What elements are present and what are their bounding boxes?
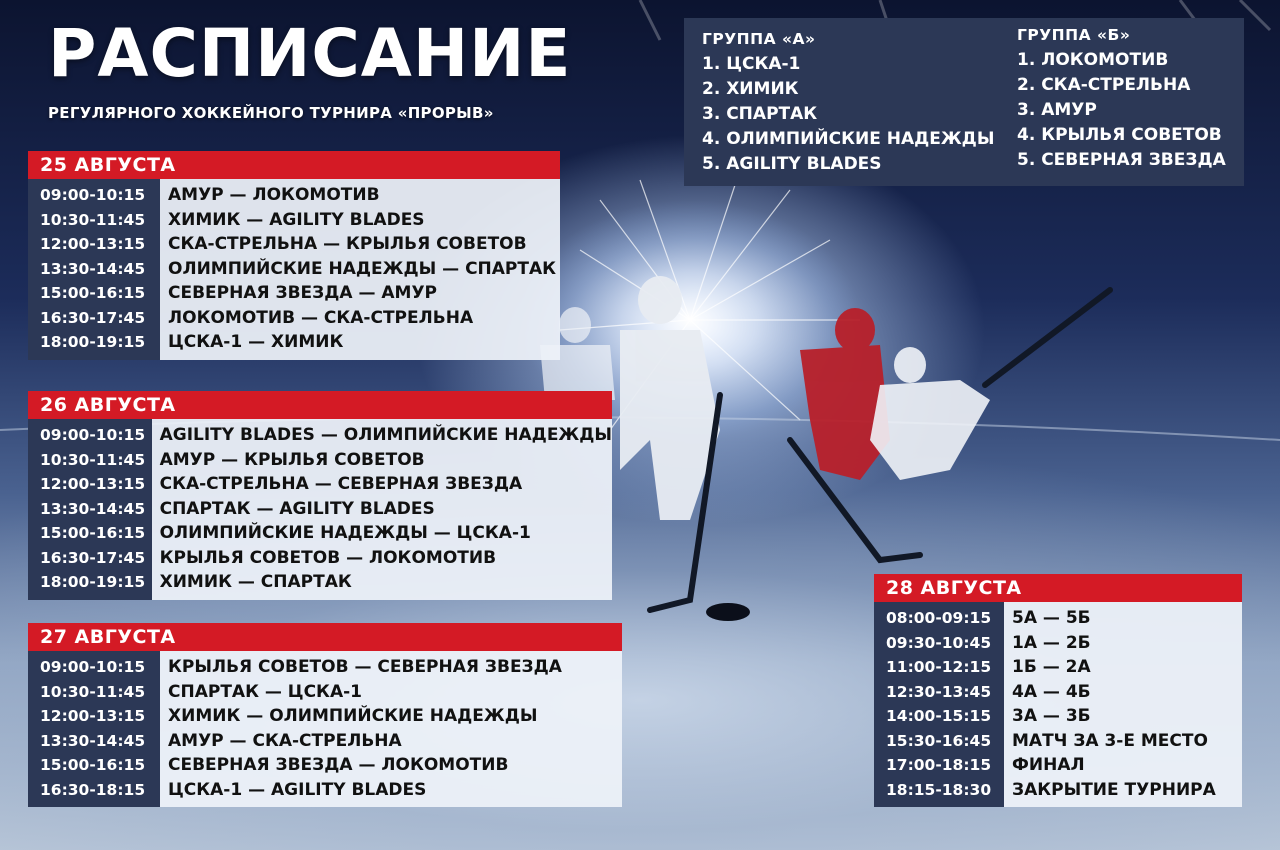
time-column: [874, 602, 1004, 807]
game-time: 11:00-12:15: [886, 658, 992, 676]
game-match: СПАРТАК — AGILITY BLADES: [159, 498, 435, 519]
group-b-team: 2. СКА-СТРЕЛЬНА: [1017, 75, 1191, 95]
match-column: [152, 419, 612, 600]
group-b-team: 4. КРЫЛЬЯ СОВЕТОВ: [1017, 125, 1222, 145]
game-match: АМУР — СКА-СТРЕЛЬНА: [168, 730, 402, 751]
game-match: АМУР — КРЫЛЬЯ СОВЕТОВ: [159, 449, 425, 470]
day-header: 25 АВГУСТА: [28, 151, 560, 179]
game-time: 16:30-17:45: [40, 308, 146, 327]
game-match: ОЛИМПИЙСКИЕ НАДЕЖДЫ — ЦСКА-1: [159, 523, 531, 543]
game-time: 08:00-09:15: [886, 609, 992, 627]
game-time: 16:30-17:45: [40, 548, 146, 567]
game-match: КРЫЛЬЯ СОВЕТОВ — СЕВЕРНАЯ ЗВЕЗДА: [168, 657, 562, 677]
day-schedule-aug-28: [874, 574, 1242, 807]
game-match: ЗАКРЫТИЕ ТУРНИРА: [1012, 779, 1216, 800]
group-a-team: 3. СПАРТАК: [702, 104, 818, 124]
group-a-team: 1. ЦСКА-1: [702, 54, 801, 74]
groups-panel: [684, 18, 1244, 186]
game-match: МАТЧ ЗА 3-Е МЕСТО: [1012, 730, 1208, 751]
game-time: 15:00-16:15: [40, 756, 146, 774]
game-time: 18:15-18:30: [886, 780, 992, 799]
group-a-team: 5. AGILITY BLADES: [702, 154, 882, 174]
game-time: 15:00-16:15: [40, 284, 146, 302]
game-time: 18:00-19:15: [40, 333, 146, 351]
game-match: ОЛИМПИЙСКИЕ НАДЕЖДЫ — СПАРТАК: [168, 258, 557, 279]
game-time: 10:30-11:45: [40, 210, 146, 229]
game-time: 15:00-16:15: [40, 524, 146, 542]
match-column: [160, 179, 560, 360]
day-schedule-aug-26: [28, 391, 612, 600]
game-time: 10:30-11:45: [40, 450, 146, 469]
game-match: АМУР — ЛОКОМОТИВ: [168, 185, 380, 205]
group-a-team: 2. ХИМИК: [702, 79, 799, 99]
game-time: 12:00-13:15: [40, 707, 146, 725]
game-match: ЛОКОМОТИВ — СКА-СТРЕЛЬНА: [168, 307, 474, 328]
game-time: 10:30-11:45: [40, 682, 146, 701]
group-b: [1017, 22, 1226, 173]
match-column: [1004, 602, 1242, 807]
day-header: 28 АВГУСТА: [874, 574, 1242, 602]
game-match: ХИМИК — СПАРТАК: [159, 572, 352, 592]
group-b-team: 1. ЛОКОМОТИВ: [1017, 50, 1169, 70]
game-time: 12:30-13:45: [886, 682, 992, 701]
game-match: 4А — 4Б: [1012, 681, 1091, 702]
time-column: [28, 651, 160, 807]
group-b-title: ГРУППА «Б»: [1017, 26, 1131, 44]
game-match: ЦСКА-1 — ХИМИК: [168, 332, 344, 352]
page-title: РАСПИСАНИЕ: [48, 15, 572, 92]
game-match: ФИНАЛ: [1012, 755, 1085, 775]
group-a: [702, 26, 994, 177]
game-match: СКА-СТРЕЛЬНА — КРЫЛЬЯ СОВЕТОВ: [168, 234, 527, 254]
group-b-team: 5. СЕВЕРНАЯ ЗВЕЗДА: [1017, 150, 1226, 170]
game-match: ХИМИК — ОЛИМПИЙСКИЕ НАДЕЖДЫ: [168, 706, 538, 726]
match-column: [160, 651, 622, 807]
game-time: 14:00-15:15: [886, 707, 992, 725]
game-match: СКА-СТРЕЛЬНА — СЕВЕРНАЯ ЗВЕЗДА: [159, 474, 523, 494]
game-match: AGILITY BLADES — ОЛИМПИЙСКИЕ НАДЕЖДЫ: [159, 425, 612, 445]
day-schedule-aug-25: [28, 151, 560, 360]
group-b-team: 3. АМУР: [1017, 100, 1097, 120]
game-match: СПАРТАК — ЦСКА-1: [168, 681, 362, 702]
game-match: КРЫЛЬЯ СОВЕТОВ — ЛОКОМОТИВ: [159, 547, 497, 568]
game-match: ЦСКА-1 — AGILITY BLADES: [168, 779, 427, 800]
group-a-team: 4. ОЛИМПИЙСКИЕ НАДЕЖДЫ: [702, 129, 995, 149]
game-time: 09:00-10:15: [40, 186, 146, 204]
game-match: СЕВЕРНАЯ ЗВЕЗДА — ЛОКОМОТИВ: [168, 755, 509, 775]
game-time: 13:30-14:45: [40, 499, 146, 518]
game-match: СЕВЕРНАЯ ЗВЕЗДА — АМУР: [168, 283, 438, 303]
time-column: [28, 419, 152, 600]
game-time: 17:00-18:15: [886, 756, 992, 774]
day-schedule-aug-27: [28, 623, 622, 807]
game-match: 5А — 5Б: [1012, 608, 1091, 628]
day-header: 26 АВГУСТА: [28, 391, 612, 419]
group-a-title: ГРУППА «А»: [702, 30, 816, 48]
game-time: 09:00-10:15: [40, 426, 146, 444]
game-time: 09:00-10:15: [40, 658, 146, 676]
game-match: 1А — 2Б: [1012, 632, 1091, 653]
page-subtitle: РЕГУЛЯРНОГО ХОККЕЙНОГО ТУРНИРА «ПРОРЫВ»: [48, 104, 494, 122]
game-match: 1Б — 2А: [1012, 657, 1091, 677]
game-match: ХИМИК — AGILITY BLADES: [168, 209, 425, 230]
game-time: 16:30-18:15: [40, 780, 146, 799]
game-time: 18:00-19:15: [40, 573, 146, 591]
game-match: 3А — 3Б: [1012, 706, 1091, 726]
game-time: 12:00-13:15: [40, 235, 146, 253]
time-column: [28, 179, 160, 360]
day-header: 27 АВГУСТА: [28, 623, 622, 651]
game-time: 12:00-13:15: [40, 475, 146, 493]
game-time: 09:30-10:45: [886, 633, 992, 652]
game-time: 15:30-16:45: [886, 731, 992, 750]
game-time: 13:30-14:45: [40, 259, 146, 278]
game-time: 13:30-14:45: [40, 731, 146, 750]
